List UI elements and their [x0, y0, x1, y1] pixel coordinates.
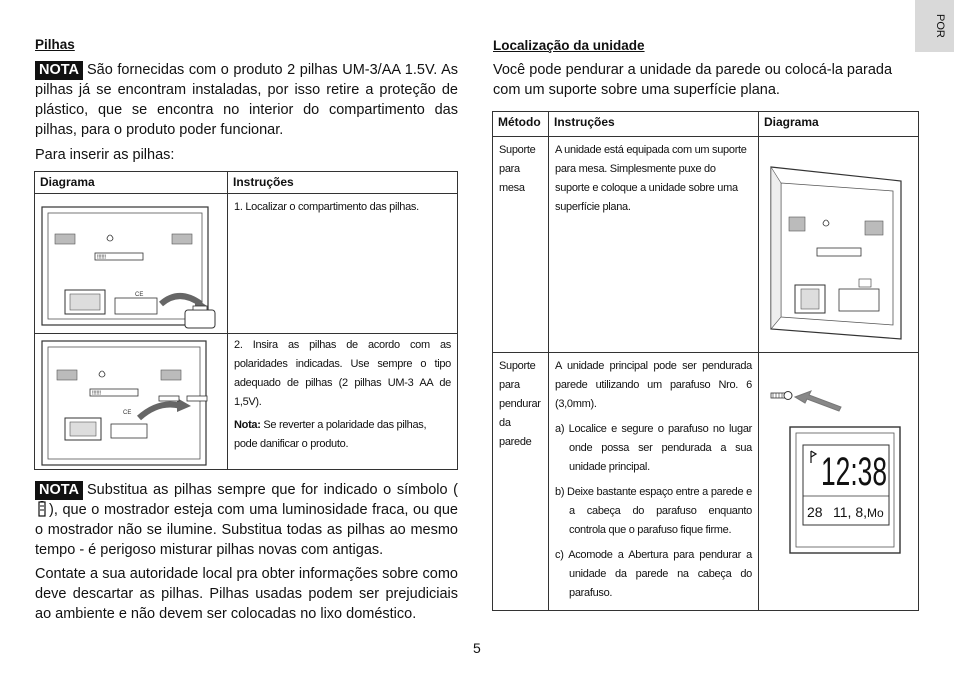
screw-icon: [771, 392, 792, 400]
clock-time-display: 12:38: [821, 450, 887, 494]
table-header-diagram: Diagrama: [35, 172, 228, 194]
desk-stand-diagram: [759, 137, 909, 351]
section-heading-pilhas: Pilhas: [35, 37, 75, 52]
table-header-instructions: Instruções: [228, 172, 458, 194]
svg-text:CE: CE: [135, 292, 144, 298]
nota-badge: NOTA: [35, 61, 83, 80]
battery-table: [34, 171, 458, 470]
nota-paragraph-2: [35, 480, 458, 560]
battery-compartment-diagram: [35, 194, 227, 332]
nota-text-1: São fornecidas com o produto 2 pilhas UM-3/AA 1.5V. As pilhas já se encontram instaladas, por isso retire a proteção de plástico, que se encontra no interior do compartimento das pilhas, para o produto poder funcionar.: [35, 62, 458, 138]
instruction-cell-1: 1. Localizar o compartimento das pilhas.: [228, 194, 458, 334]
nota-paragraph-1: [35, 60, 458, 140]
diagram-cell-r2: [759, 353, 919, 611]
table-header-diagram-r: Diagrama: [759, 112, 919, 137]
low-battery-icon: [37, 501, 47, 517]
wall-step-a: a) Localice e segure o parafuso no lugar onde possa ser pendurada a sua unidade principal.: [555, 423, 752, 473]
disposal-paragraph: Contate a sua autoridade local pra obter informações sobre como deve descartar as pilhas. Pilhas usadas podem ser prejudiciais ao ambiente e não devem ser colocadas no lixo doméstico.: [35, 566, 458, 622]
clock-weekday: Mo: [867, 506, 884, 520]
placement-table: [492, 111, 919, 611]
instruction-cell-r2: [549, 353, 759, 611]
note-block: [234, 416, 451, 454]
method-cell-2: Suporte para pendurar da parede: [493, 353, 549, 611]
note-label: Nota:: [234, 419, 261, 431]
insert-intro: Para inserir as pilhas:: [35, 147, 175, 163]
instruction-cell-2: [228, 334, 458, 470]
location-intro: Você pode pendurar a unidade da parede ou colocá-la parada com um suporte sobre uma superfície plana.: [493, 62, 893, 98]
wall-step-b: b) Deixe bastante espaço entre a parede e a cabeça do parafuso enquanto controla que o parafuso fique firme.: [555, 486, 752, 536]
page-number: 5: [473, 640, 481, 656]
nota-text-2a: Substitua as pilhas sempre que for indicado o símbolo (: [87, 482, 458, 498]
wall-step-c: c) Acomode a Abertura para pendurar a unidade da parede na cabeça do parafuso.: [555, 549, 752, 599]
nota-badge-2: NOTA: [35, 481, 83, 500]
svg-text:CE: CE: [123, 410, 132, 416]
section-heading-localizacao: Localização da unidade: [493, 38, 645, 53]
note-text: Se reverter a polaridade das pilhas, pode danificar o produto.: [234, 419, 427, 450]
battery-insert-diagram: [35, 334, 227, 468]
diagram-cell-1: [35, 194, 228, 334]
table-header-instructions-r: Instruções: [549, 112, 759, 137]
nota-text-2b: ), que o mostrador esteja com uma luminosidade fraca, ou que o mostrador não se ilumine. Substitua todas as pilhas ao mesmo tempo - é perigoso misturar pilhas novas com antigas.: [35, 502, 458, 558]
instruction-cell-r1: A unidade está equipada com um suporte para mesa. Simplesmente puxe do suporte e coloque a unidade sobre uma superfície plana.: [549, 137, 759, 353]
method-cell-1: Suporte para mesa: [493, 137, 549, 353]
wall-mount-diagram: [759, 353, 909, 609]
table-header-method: Método: [493, 112, 549, 137]
svg-text:‼‼‼: ‼‼‼: [97, 255, 106, 261]
clock-date-day: 28: [807, 504, 823, 520]
diagram-cell-r1: [759, 137, 919, 353]
clock-date-month: 11, 8,: [833, 504, 867, 520]
svg-text:‼‼‼: ‼‼‼: [92, 391, 101, 397]
diagram-cell-2: [35, 334, 228, 470]
language-tab-label: POR: [934, 14, 946, 38]
instruction-text-2: 2. Insira as pilhas de acordo com as polaridades indicadas. Use sempre o tipo adequado de pilhas (2 pilhas UM-3 AA de 1,5V).: [234, 339, 451, 408]
wall-intro: A unidade principal pode ser pendurada parede utilizando um parafuso Nro. 6 (3,0mm).: [555, 360, 752, 410]
